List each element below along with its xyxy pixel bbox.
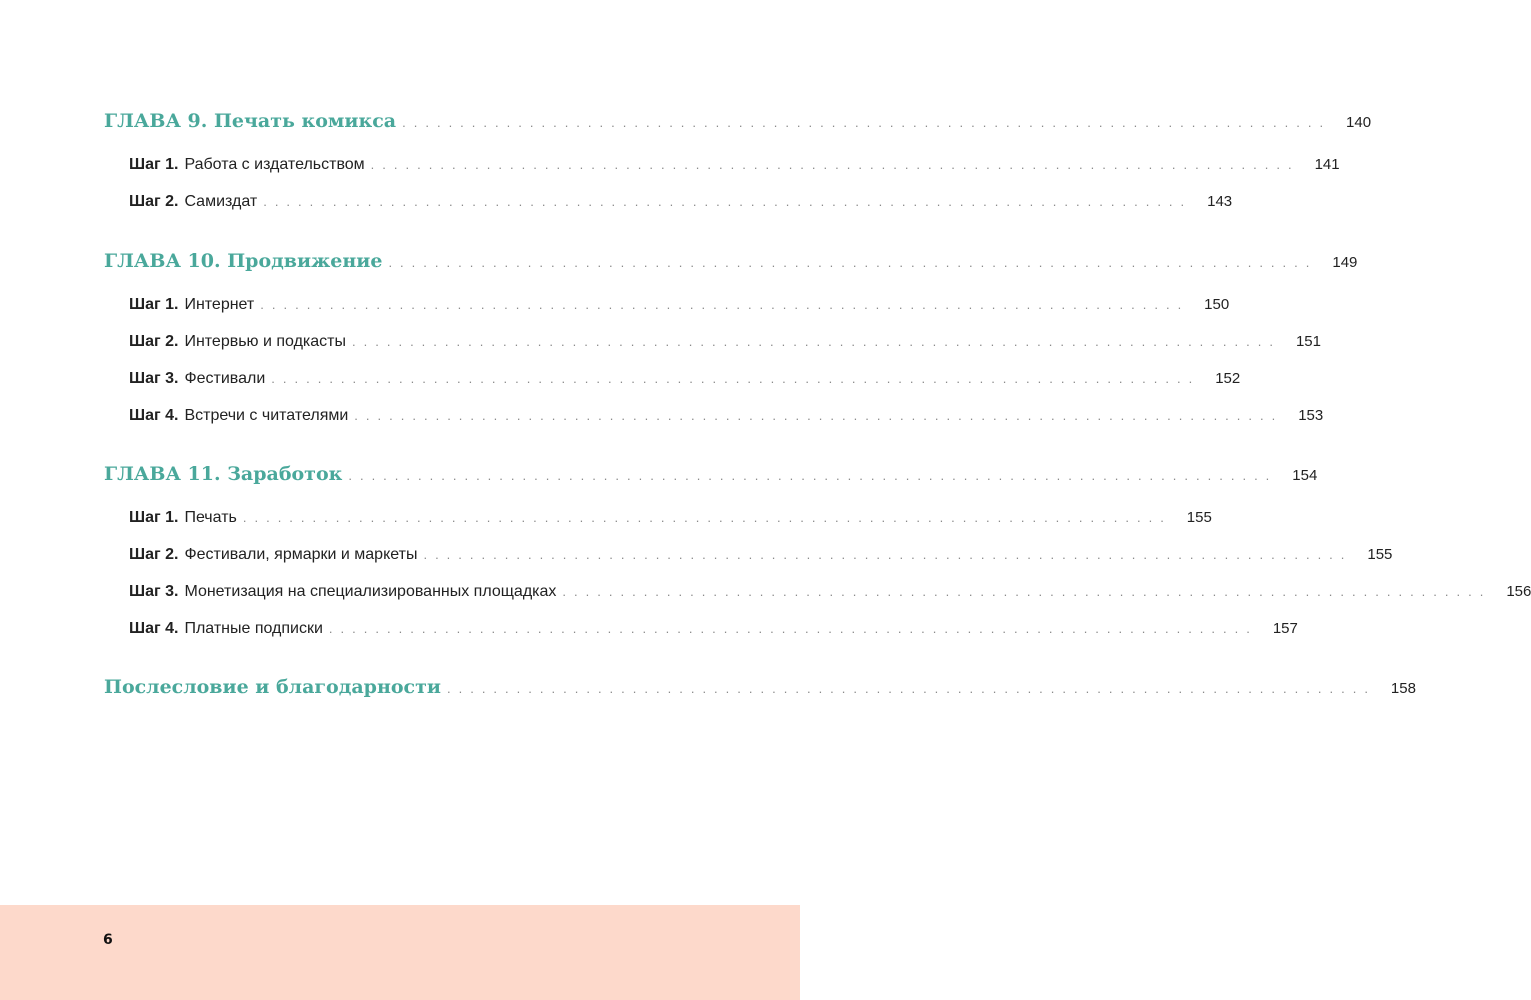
dot-leader: ................................................................................ [446,681,1376,696]
step-entry[interactable] [0,620,1298,638]
step-title: Монетизация на специализированных площадках [184,583,557,600]
step-title: Фестивали, ярмарки и маркеты [184,546,418,563]
step-title: Интернет [184,296,255,313]
chapter-11-entry[interactable] [0,463,1318,485]
step-entry[interactable] [0,156,1340,174]
page-number: 158 [1390,680,1416,697]
chapter-9-entry[interactable] [0,110,1372,132]
dot-leader: ................................................................................ [402,115,1332,130]
dot-leader: ................................................................................ [348,468,1278,483]
step-entry[interactable] [0,407,1324,425]
dot-leader: ................................................................................ [423,547,1353,562]
step-label: Шаг 1. [129,156,179,173]
page-number: 156 [1506,583,1531,600]
footer-page-number: 6 [103,932,113,948]
page-number: 155 [1367,546,1393,563]
step-label: Шаг 1. [129,296,179,313]
afterword-title: Послесловие и благодарности [104,676,441,698]
step-entry[interactable] [0,333,1321,351]
step-label: Шаг 4. [129,620,179,637]
page-number: 149 [1332,254,1358,271]
dot-leader: ................................................................................ [260,297,1190,312]
chapter-title: ГЛАВА 11. Заработок [104,463,343,485]
step-label: Шаг 2. [129,546,179,563]
step-entry[interactable] [0,370,1241,388]
dot-leader: ................................................................................ [242,510,1172,525]
page-footer [0,905,800,1000]
page-number: 151 [1295,333,1321,350]
page-number: 153 [1298,407,1324,424]
step-title: Фестивали [184,370,266,387]
dot-leader: ................................................................................ [354,408,1284,423]
chapter-title: ГЛАВА 9. Печать комикса [104,110,397,132]
step-title: Самиздат [184,193,258,210]
step-title: Работа с издательством [184,156,365,173]
step-label: Шаг 2. [129,333,179,350]
afterword-entry[interactable] [0,676,1416,698]
dot-leader: ................................................................................ [263,194,1193,209]
page-number: 143 [1207,193,1233,210]
step-title: Печать [184,509,237,526]
chapter-10-entry[interactable] [0,250,1358,272]
step-title: Интервью и подкасты [184,333,347,350]
dot-leader: ................................................................................ [352,334,1281,349]
step-label: Шаг 1. [129,509,179,526]
chapter-title: ГЛАВА 10. Продвижение [104,250,383,272]
step-label: Шаг 4. [129,407,179,424]
step-label: Шаг 2. [129,193,179,210]
dot-leader: ................................................................................ [370,157,1300,172]
page-number: 141 [1314,156,1340,173]
step-label: Шаг 3. [129,370,179,387]
dot-leader: ................................................................................ [328,621,1258,636]
page-number: 140 [1346,114,1372,131]
step-entry[interactable] [0,546,1393,564]
dot-leader: ................................................................................ [388,255,1318,270]
page-number: 150 [1204,296,1230,313]
step-entry[interactable] [0,509,1212,527]
step-entry[interactable] [0,193,1233,211]
page-number: 155 [1186,509,1212,526]
step-title: Платные подписки [184,620,323,637]
dot-leader: ................................................................................ [562,584,1492,599]
step-label: Шаг 3. [129,583,179,600]
step-title: Встречи с читателями [184,407,349,424]
step-entry[interactable] [0,296,1230,314]
page-number: 157 [1272,620,1298,637]
page-number: 154 [1292,467,1318,484]
page-number: 152 [1215,370,1241,387]
dot-leader: ................................................................................ [271,371,1201,386]
step-entry[interactable] [0,583,1531,601]
